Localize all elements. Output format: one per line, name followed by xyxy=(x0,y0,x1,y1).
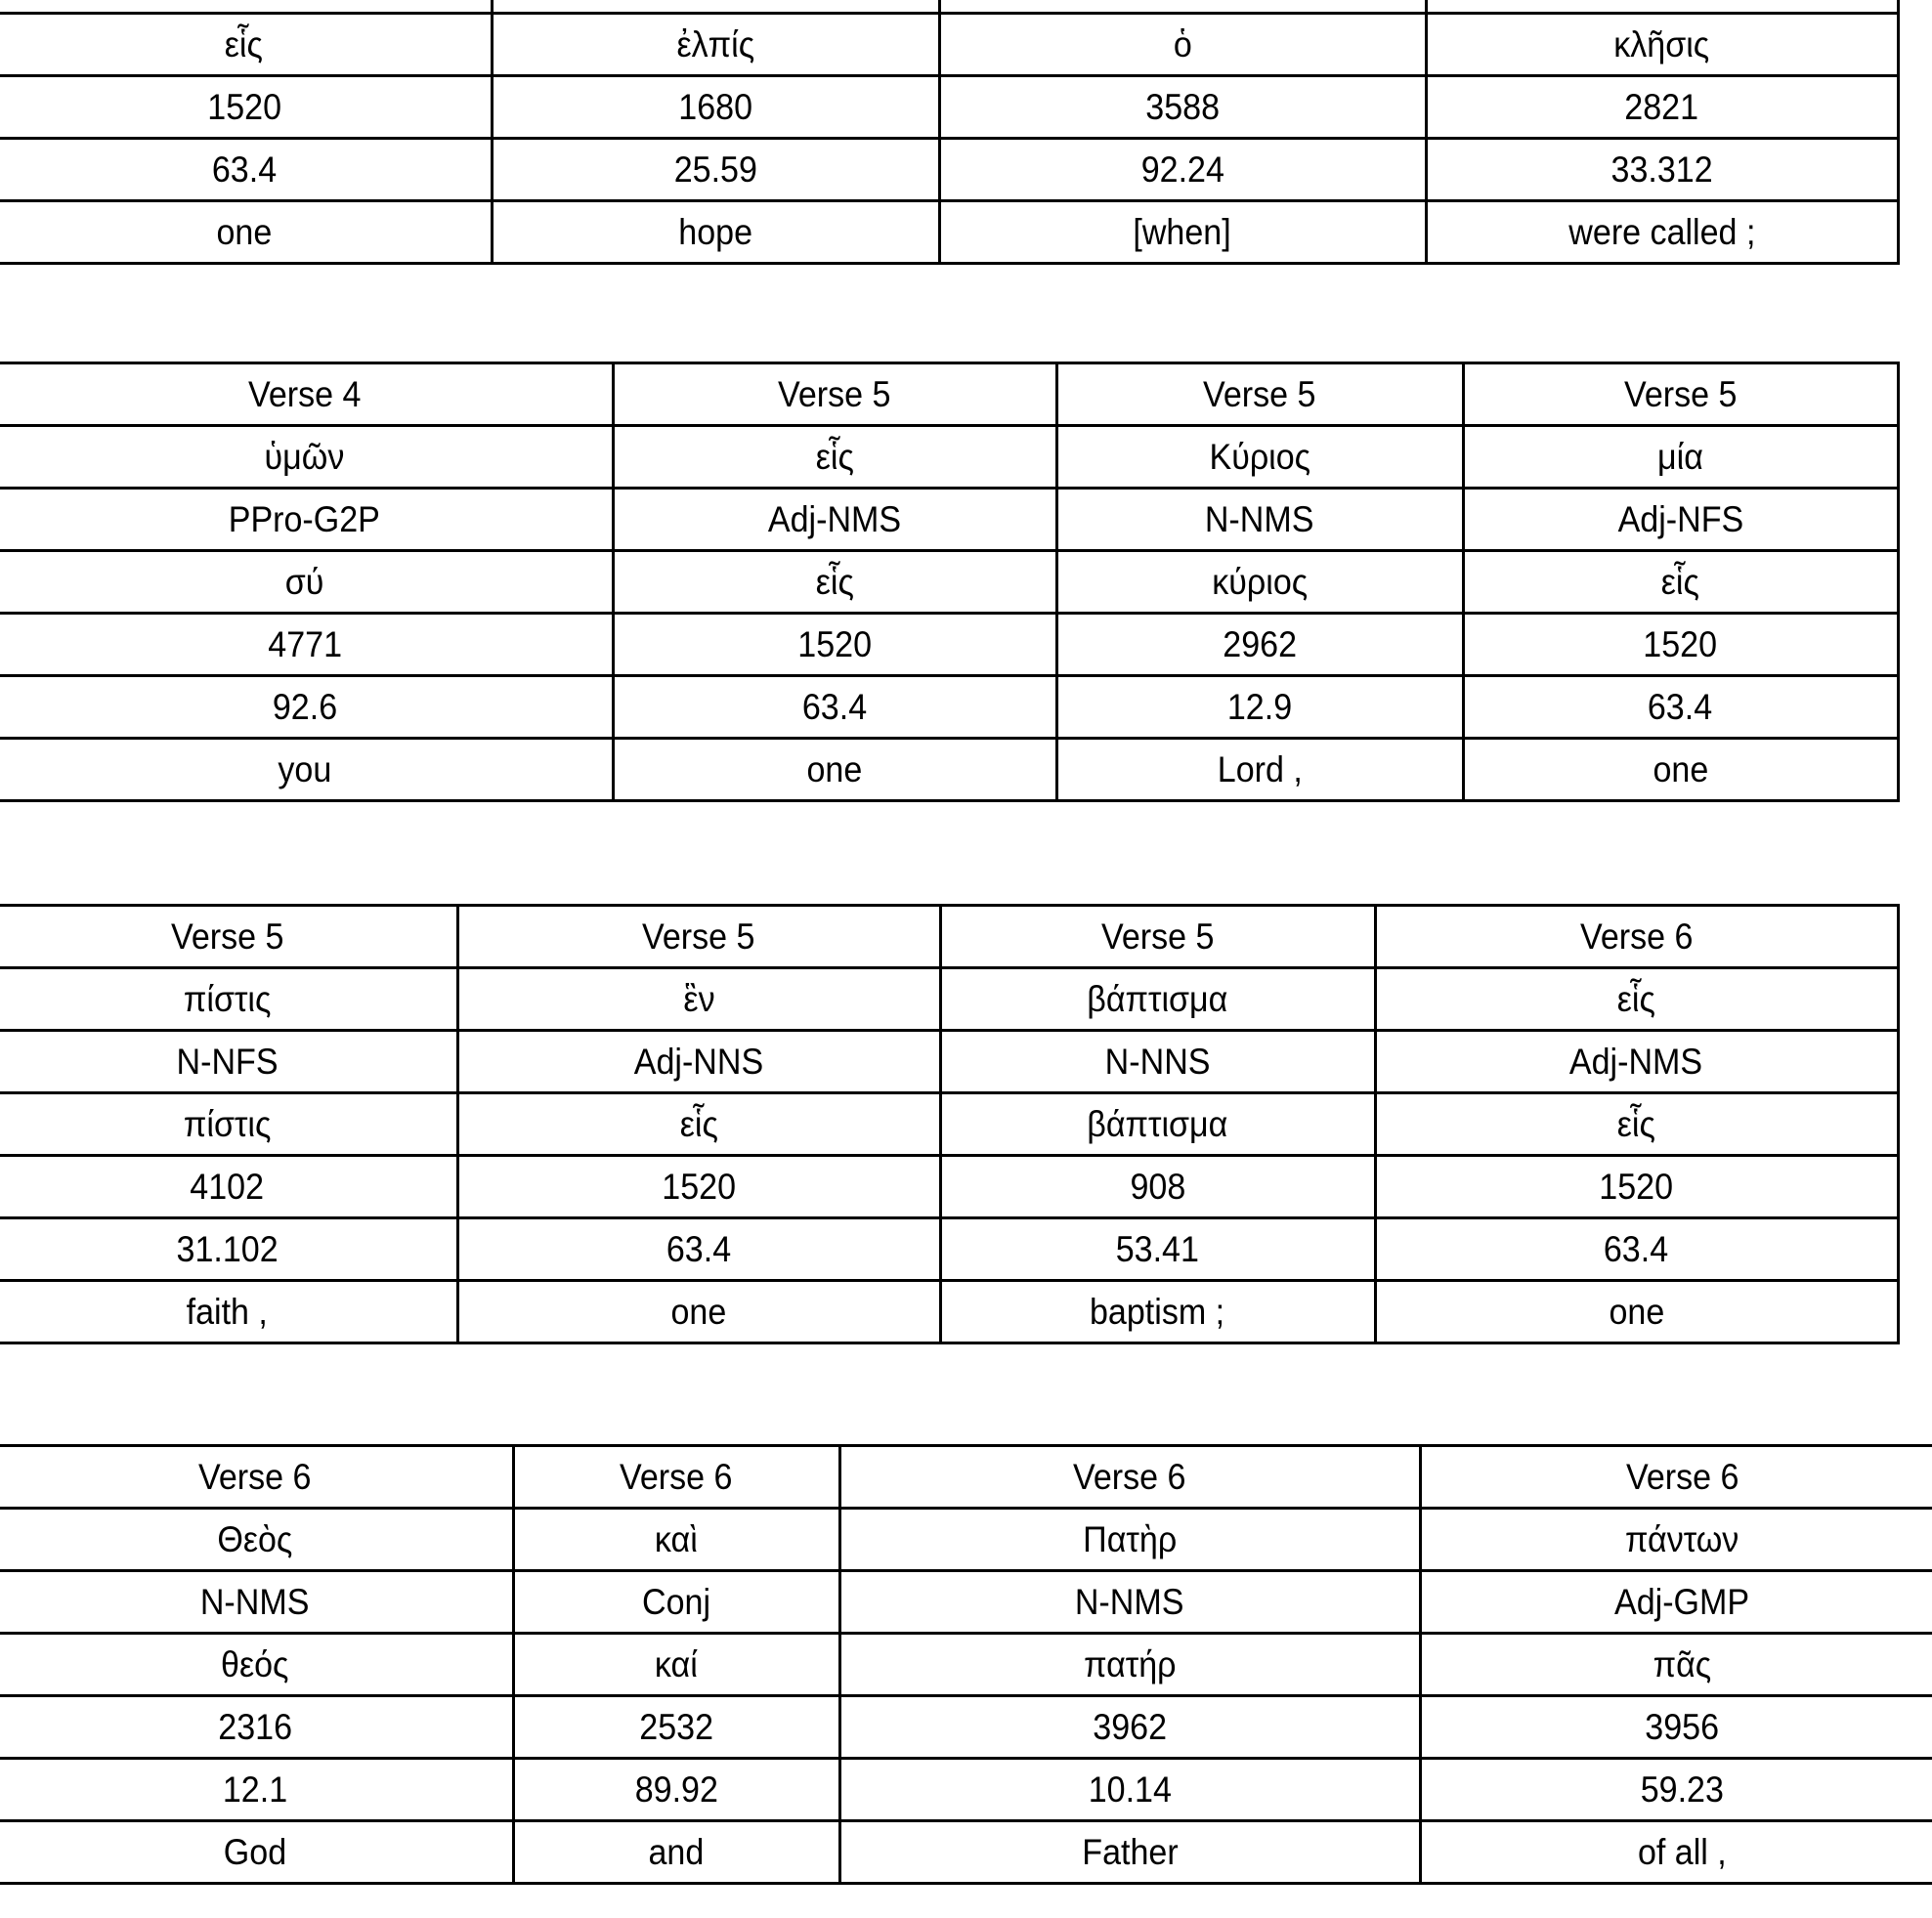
table-row xyxy=(0,1696,1932,1759)
table-row xyxy=(0,201,1898,264)
table-row xyxy=(0,139,1898,201)
table-cell: 63.4 xyxy=(0,139,492,201)
verse-header-cell: Verse 6 xyxy=(1420,1446,1932,1509)
table-row xyxy=(0,968,1898,1031)
table-cell: baptism ; xyxy=(940,1281,1375,1343)
table-cell: πίστις xyxy=(0,968,457,1031)
table-row xyxy=(0,1281,1898,1343)
table-cell: 1520 xyxy=(1375,1156,1898,1218)
table-cell: ὁ xyxy=(939,14,1426,76)
table-cell: N-NNS xyxy=(940,1031,1375,1093)
table-cell: one xyxy=(1463,739,1898,801)
table-cell: 4102 xyxy=(0,1156,457,1218)
table-row xyxy=(0,363,1898,426)
table-row xyxy=(0,1509,1932,1571)
table-cell: Conj xyxy=(513,1571,839,1634)
table-cell: πάντων xyxy=(1420,1509,1932,1571)
table-cell: εἷς xyxy=(613,426,1056,489)
table-cell: 1520 xyxy=(0,76,492,139)
table-row xyxy=(0,551,1898,614)
word-table-3 xyxy=(0,904,1900,1344)
table-cell: Adj-NMS xyxy=(613,489,1056,551)
verse-header-cell: Verse 4 xyxy=(0,363,613,426)
table-cell: 3588 xyxy=(939,76,1426,139)
table-cell: 12.9 xyxy=(1056,676,1463,739)
table-cell: 63.4 xyxy=(1375,1218,1898,1281)
table-row xyxy=(0,676,1898,739)
table-cell: God xyxy=(0,1821,513,1884)
table-cell: 63.4 xyxy=(1463,676,1898,739)
table-row xyxy=(0,739,1898,801)
table-cell: 2316 xyxy=(0,1696,513,1759)
table-cell: of all , xyxy=(1420,1821,1932,1884)
table-cell: εἷς xyxy=(457,1093,940,1156)
table-cell: 1680 xyxy=(492,76,939,139)
verse-header-cell: Verse 6 xyxy=(839,1446,1420,1509)
verse-header-cell: Verse 5 xyxy=(1056,363,1463,426)
table-cell: 3962 xyxy=(839,1696,1420,1759)
table-cell: 33.312 xyxy=(1426,139,1898,201)
table-cell: ἓν xyxy=(457,968,940,1031)
table-cell: εἷς xyxy=(1463,551,1898,614)
table-cell: [when] xyxy=(939,201,1426,264)
table-cell: Adj-NMS xyxy=(1375,1031,1898,1093)
table-row xyxy=(0,1821,1932,1884)
word-table-4 xyxy=(0,1444,1932,1885)
table-cell: εἷς xyxy=(0,14,492,76)
table-cell: faith , xyxy=(0,1281,457,1343)
table-cell: Adj-NFS xyxy=(1463,489,1898,551)
table-row xyxy=(0,1634,1932,1696)
verse-header-cell: Verse 5 xyxy=(613,363,1056,426)
table-cell: 12.1 xyxy=(0,1759,513,1821)
table-row xyxy=(0,1446,1932,1509)
table-cell xyxy=(492,0,939,14)
table-cell: 2532 xyxy=(513,1696,839,1759)
table-cell: Adj-NNS xyxy=(457,1031,940,1093)
table-cell: 89.92 xyxy=(513,1759,839,1821)
table-cell: 1520 xyxy=(457,1156,940,1218)
table-cell: 1520 xyxy=(1463,614,1898,676)
table-cell: 92.24 xyxy=(939,139,1426,201)
table-cell: θεός xyxy=(0,1634,513,1696)
verse-header-cell: Verse 5 xyxy=(457,906,940,968)
table-cell: one xyxy=(457,1281,940,1343)
verse-header-cell: Verse 5 xyxy=(940,906,1375,968)
table-cell: 2962 xyxy=(1056,614,1463,676)
table-cell: κύριος xyxy=(1056,551,1463,614)
table-cell: ὑμῶν xyxy=(0,426,613,489)
table-cell: 2821 xyxy=(1426,76,1898,139)
table-cell: πᾶς xyxy=(1420,1634,1932,1696)
verse-header-cell: Verse 6 xyxy=(1375,906,1898,968)
table-cell: N-NMS xyxy=(0,1571,513,1634)
table-cell: one xyxy=(613,739,1056,801)
table-cell: 63.4 xyxy=(457,1218,940,1281)
table-cell: κλῆσις xyxy=(1426,14,1898,76)
table-row xyxy=(0,76,1898,139)
table-cell: εἷς xyxy=(613,551,1056,614)
table-cell: 10.14 xyxy=(839,1759,1420,1821)
table-cell: 4771 xyxy=(0,614,613,676)
table-cell: βάπτισμα xyxy=(940,968,1375,1031)
table-cell: Lord , xyxy=(1056,739,1463,801)
table-row xyxy=(0,489,1898,551)
table-cell: PPro-G2P xyxy=(0,489,613,551)
table-cell: 1520 xyxy=(613,614,1056,676)
verse-header-cell: Verse 6 xyxy=(513,1446,839,1509)
table-cell: Father xyxy=(839,1821,1420,1884)
table-cell: hope xyxy=(492,201,939,264)
table-cell: πατήρ xyxy=(839,1634,1420,1696)
table-cell: 3956 xyxy=(1420,1696,1932,1759)
table-cell: καί xyxy=(513,1634,839,1696)
table-cell: πίστις xyxy=(0,1093,457,1156)
table-cell: βάπτισμα xyxy=(940,1093,1375,1156)
table-cell: εἷς xyxy=(1375,968,1898,1031)
table-row xyxy=(0,1031,1898,1093)
table-cell: N-NFS xyxy=(0,1031,457,1093)
table-row xyxy=(0,1093,1898,1156)
table-cell: 53.41 xyxy=(940,1218,1375,1281)
table-cell: 25.59 xyxy=(492,139,939,201)
table-cell: εἷς xyxy=(1375,1093,1898,1156)
table-row xyxy=(0,614,1898,676)
verse-header-cell: Verse 6 xyxy=(0,1446,513,1509)
table-cell: μία xyxy=(1463,426,1898,489)
table-cell: Πατὴρ xyxy=(839,1509,1420,1571)
table-cell: 908 xyxy=(940,1156,1375,1218)
table-cell: 59.23 xyxy=(1420,1759,1932,1821)
word-table-2 xyxy=(0,362,1900,802)
table-cell xyxy=(0,0,492,14)
table-cell: Θεὸς xyxy=(0,1509,513,1571)
table-row xyxy=(0,906,1898,968)
table-row xyxy=(0,426,1898,489)
table-cell: Κύριος xyxy=(1056,426,1463,489)
table-row xyxy=(0,0,1898,14)
verse-header-cell: Verse 5 xyxy=(0,906,457,968)
table-cell: one xyxy=(1375,1281,1898,1343)
table-cell: 92.6 xyxy=(0,676,613,739)
table-cell: you xyxy=(0,739,613,801)
table-row xyxy=(0,1218,1898,1281)
table-row xyxy=(0,1571,1932,1634)
table-cell: 31.102 xyxy=(0,1218,457,1281)
table-cell: and xyxy=(513,1821,839,1884)
table-cell: N-NMS xyxy=(839,1571,1420,1634)
table-cell xyxy=(939,0,1426,14)
table-cell: Adj-GMP xyxy=(1420,1571,1932,1634)
table-cell: one xyxy=(0,201,492,264)
table-cell: N-NMS xyxy=(1056,489,1463,551)
table-cell xyxy=(1426,0,1898,14)
table-row xyxy=(0,1759,1932,1821)
table-cell: ἐλπίς xyxy=(492,14,939,76)
table-cell: καὶ xyxy=(513,1509,839,1571)
table-row xyxy=(0,14,1898,76)
word-table-1 xyxy=(0,0,1900,265)
table-cell: σύ xyxy=(0,551,613,614)
table-row xyxy=(0,1156,1898,1218)
verse-header-cell: Verse 5 xyxy=(1463,363,1898,426)
table-cell: were called ; xyxy=(1426,201,1898,264)
table-cell: 63.4 xyxy=(613,676,1056,739)
